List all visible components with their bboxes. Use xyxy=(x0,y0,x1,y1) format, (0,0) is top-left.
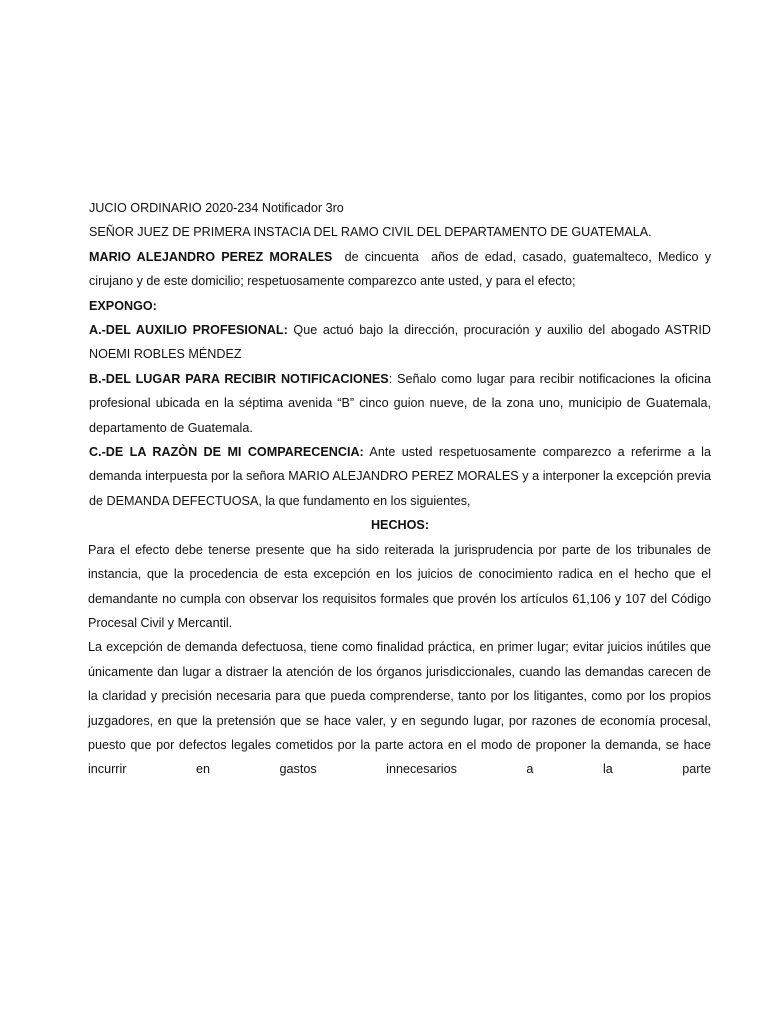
document-page xyxy=(88,196,715,782)
section-a xyxy=(89,318,711,367)
section-b-text: : Señalo como lugar para recibir notificaciones la oficina profesional ubicada en la séptima avenida “B” cinco guion nueve, de la zona uno, municipio de Guatemala, departamento de Guatemala. xyxy=(89,371,712,435)
hechos-heading: HECHOS: xyxy=(370,518,430,533)
hechos-paragraph-2: La excepción de demanda defectuosa, tiene como finalidad práctica, en primer lugar; evitar juicios inútiles que únicamente dan lugar a distraer la atención de los órganos jurisdiccionales, cuando las demandas carecen de la claridad y precisión necesaria para que pueda comprenderse, tanto por los litigantes, como por los propios juzgadores, en que la pretensión que se hace valer, y en segundo lugar, por razones de economía procesal, puesto que por defectos legales cometidos por la parte actora en el modo de proponer la demanda, se hace incurrir en gastos innecesarios a la parte xyxy=(88,640,711,777)
case-line: JUCIO ORDINARIO 2020-234 Notificador 3ro xyxy=(89,201,344,215)
section-a-heading: A.-DEL AUXILIO PROFESIONAL: xyxy=(89,323,288,338)
intro-text: de cincuenta años de edad, casado, guatemalteco, Medico y cirujano y de este domicilio; respetuosamente comparezco ante usted, y para el efecto; xyxy=(89,249,715,289)
section-c-heading: C.-DE LA RAZÒN DE MI COMPARECENCIA: xyxy=(89,445,364,460)
addressee: SEÑOR JUEZ DE PRIMERA INSTACIA DEL RAMO CIVIL DEL DEPARTAMENTO DE GUATEMALA. xyxy=(89,225,652,240)
expongo-heading: EXPONGO: xyxy=(89,298,157,313)
section-a-text: Que actuó bajo la dirección, procuración y auxilio del abogado ASTRID NOEMI ROBLES MÉNDEZ xyxy=(89,323,711,362)
hechos-body xyxy=(89,538,711,782)
section-b xyxy=(89,367,711,440)
hechos-paragraph-1: Para el efecto debe tenerse presente que ha sido reiterada la jurisprudencia por parte de los tribunales de instancia, que la procedencia de esta excepción en los juicios de conocimiento radica en el hecho que el demandante no cumpla con observar los requisitos formales que provén los artículos 61,106 y 107 del Código Procesal Civil y Mercantil. xyxy=(88,542,711,630)
section-b-heading: B.-DEL LUGAR PARA RECIBIR NOTIFICACIONES xyxy=(89,371,389,386)
compareciente-name: MARIO ALEJANDRO PEREZ MORALES xyxy=(89,249,333,264)
section-c-text: Ante usted respetuosamente comparezco a referirme a la demanda interpuesta por la señora MARIO ALEJANDRO PEREZ MORALES y a interponer la excepción previa de DEMANDA DEFECTUOSA, la que fundamento en los siguientes, xyxy=(89,445,711,508)
section-c xyxy=(89,440,711,513)
intro-paragraph xyxy=(89,245,715,294)
